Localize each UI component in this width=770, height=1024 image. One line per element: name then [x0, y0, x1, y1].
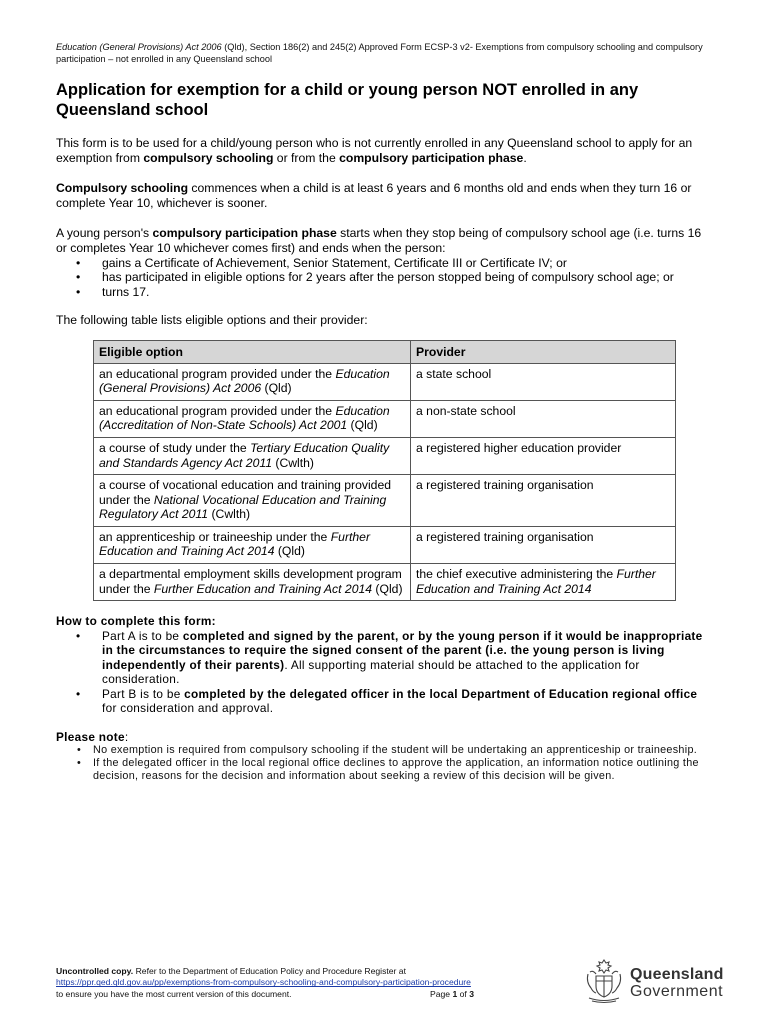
- page-label: Page: [430, 988, 453, 999]
- cell-text: a departmental employment skills development program under the: [99, 567, 402, 596]
- queensland-government-logo: [584, 958, 730, 1004]
- page-footer: [56, 966, 566, 1000]
- form-header: [56, 42, 714, 65]
- phase-bullet-list: [56, 256, 714, 300]
- provider-cell: [411, 475, 676, 527]
- page-number: [430, 989, 474, 1000]
- footer-notice: [56, 966, 566, 977]
- provider-cell: [411, 437, 676, 474]
- table-header-row: [94, 340, 676, 363]
- intro-paragraph: [56, 136, 714, 165]
- logo-government-text: Government: [630, 983, 724, 1000]
- bullet-icon: •: [77, 744, 82, 757]
- provider-cell: [411, 400, 676, 437]
- list-item: [56, 757, 714, 783]
- table-row: [94, 363, 676, 400]
- page-of: of: [457, 988, 470, 999]
- cell-text: (Cwlth): [272, 455, 314, 470]
- table-row: [94, 475, 676, 527]
- option-cell: [94, 400, 411, 437]
- list-item-text: . All supporting material should be attached to the application for consideration.: [102, 657, 640, 687]
- cell-text: (Qld): [261, 381, 292, 396]
- provider-cell: [411, 526, 676, 563]
- list-item-text: No exemption is required from compulsory schooling if the student will be undertaking an apprenticeship or traineeship.: [93, 744, 698, 757]
- phase-text: starts when they stop being of compulsory school age (i.e. turns 16 or completes Year 10 whichever comes first) and ends when the person:: [56, 226, 702, 255]
- table-row: [94, 400, 676, 437]
- table-row: [94, 437, 676, 474]
- list-item-text: gains a Certificate of Achievement, Senior Statement, Certificate III or Certificate IV; or: [102, 255, 567, 270]
- list-item: [56, 744, 714, 757]
- how-to-complete-section: [56, 614, 714, 716]
- cell-text: a registered training organisation: [416, 478, 594, 493]
- cell-text: an educational program provided under the: [99, 403, 336, 418]
- bullet-icon: •: [76, 270, 81, 285]
- bullet-icon: •: [76, 628, 81, 643]
- list-item-text: for consideration and approval.: [102, 701, 274, 716]
- cell-text: a state school: [416, 366, 492, 381]
- option-cell: [94, 363, 411, 400]
- provider-cell: [411, 564, 676, 601]
- bullet-icon: •: [76, 686, 81, 701]
- cell-text: a course of vocational education and training provided under the: [99, 478, 392, 507]
- cell-text: an educational program provided under the: [99, 366, 336, 381]
- list-item-bold-text: completed by the delegated officer in the local Department of Education regional office: [184, 686, 698, 701]
- logo-queensland-text: Queensland: [630, 966, 724, 983]
- ppr-link[interactable]: https://ppr.qed.qld.gov.au/pp/exemptions-from-compulsory-schooling-and-compulsory-participation-procedure: [56, 977, 471, 988]
- cell-act-name: Education (Accreditation of Non-State Schools) Act 2001: [99, 403, 390, 433]
- column-header-eligible-option: Eligible option: [94, 340, 411, 363]
- participation-phase-paragraph: [56, 226, 714, 255]
- cell-text: a registered training organisation: [416, 529, 594, 544]
- list-item: [56, 270, 714, 285]
- bullet-icon: •: [77, 757, 82, 770]
- cell-act-name: Further Education and Training Act 2014: [99, 529, 371, 559]
- table-intro: The following table lists eligible options and their provider:: [56, 313, 368, 328]
- cell-act-name: Education (General Provisions) Act 2006: [99, 366, 390, 396]
- cell-text: a non-state school: [416, 403, 516, 418]
- list-item: [56, 256, 714, 271]
- list-item-text: has participated in eligible options for 2 years after the person stopped being of compulsory school age; or: [102, 270, 674, 285]
- cell-text: a registered higher education provider: [416, 440, 622, 455]
- list-item-text: Part B is to be: [102, 686, 185, 701]
- list-item-text: If the delegated officer in the local regional office declines to approve the application, an information notice outlining the decision, reasons for the decision and information about seeking a review of this decision will be given.: [93, 757, 699, 783]
- option-cell: [94, 526, 411, 563]
- how-to-complete-heading: How to complete this form:: [56, 614, 216, 629]
- cell-act-name: Tertiary Education Quality and Standards Agency Act 2011: [99, 440, 390, 470]
- page-total: 3: [469, 988, 474, 999]
- document-page: [56, 42, 714, 783]
- bullet-icon: •: [76, 284, 81, 299]
- table-row: [94, 564, 676, 601]
- footer-text: Refer to the Department of Education Policy and Procedure Register at: [133, 966, 406, 976]
- cell-act-name: National Vocational Education and Training Regulatory Act 2011: [99, 492, 387, 522]
- page-title: Application for exemption for a child or young person NOT enrolled in any Queensland school: [56, 81, 639, 119]
- page-current: 1: [452, 988, 458, 999]
- list-item-text: Part A is to be: [102, 628, 183, 643]
- option-cell: [94, 564, 411, 601]
- eligible-options-table: [93, 340, 676, 601]
- list-item: [56, 629, 714, 687]
- cell-text: a course of study under the: [99, 440, 251, 455]
- intro-text: .: [523, 150, 527, 165]
- phase-text: A young person's: [56, 226, 153, 241]
- cell-text: (Qld): [347, 418, 378, 433]
- list-item-text: turns 17.: [102, 284, 150, 299]
- intro-text: This form is to be used for a child/young person who is not currently enrolled in any Queensland school to apply for an exemption from: [56, 136, 693, 165]
- coat-of-arms-icon: [584, 958, 624, 1004]
- cell-act-name: Further Education and Training Act 2014: [416, 567, 656, 596]
- cell-text: the chief executive administering the: [416, 567, 617, 582]
- intro-text: or from the: [273, 150, 340, 165]
- option-cell: [94, 475, 411, 527]
- cell-text: (Qld): [274, 544, 305, 559]
- please-note-label: Please note: [56, 729, 125, 744]
- provider-cell: [411, 363, 676, 400]
- compulsory-schooling-term: Compulsory schooling: [56, 181, 189, 196]
- footer-uncontrolled-label: Uncontrolled copy.: [56, 966, 134, 976]
- please-note-section: [56, 730, 714, 784]
- footer-current-version-text: to ensure you have the most current version of this document.: [56, 988, 292, 999]
- please-note-heading: [56, 730, 714, 745]
- list-item: [56, 285, 714, 300]
- bullet-icon: •: [76, 255, 81, 270]
- list-item: [56, 687, 714, 716]
- column-header-provider: Provider: [411, 340, 676, 363]
- cell-act-name: Further Education and Training Act 2014: [153, 581, 373, 596]
- cell-text: (Qld): [372, 581, 403, 596]
- compulsory-schooling-paragraph: [56, 181, 714, 210]
- cell-text: an apprenticeship or traineeship under the: [99, 529, 331, 544]
- intro-bold-compulsory-schooling: compulsory schooling: [143, 150, 274, 165]
- table-row: [94, 526, 676, 563]
- list-item-bold-text: completed and signed by the parent, or by the young person if it would be inappropriate in the circumstances to require the signed consent of the parent (i.e. the young person is living independently of their parents): [102, 628, 703, 672]
- cell-text: (Cwlth): [208, 507, 251, 522]
- please-note-colon: :: [124, 729, 129, 744]
- header-text: (Qld), Section 186(2) and 245(2) Approved Form ECSP-3 v2- Exemptions from compulsory schooling and compulsory participation – not enrolled in any Queensland school: [56, 42, 703, 64]
- header-act-name: Education (General Provisions) Act 2006: [56, 42, 222, 52]
- phase-term: compulsory participation phase: [152, 226, 337, 241]
- compulsory-schooling-text: commences when a child is at least 6 years and 6 months old and ends when they turn 16 or complete Year 10, whichever is sooner.: [56, 181, 692, 210]
- intro-bold-participation-phase: compulsory participation phase: [339, 150, 524, 165]
- how-bullet-list: [56, 629, 714, 716]
- option-cell: [94, 437, 411, 474]
- note-bullet-list: [56, 744, 714, 783]
